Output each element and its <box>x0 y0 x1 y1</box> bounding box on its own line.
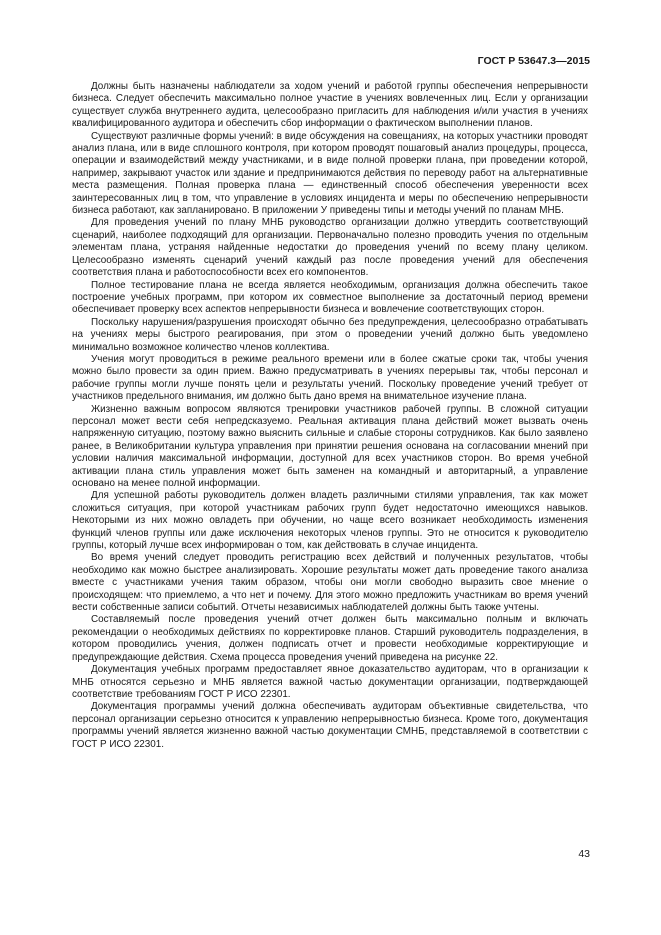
paragraph: Для проведения учений по плану МНБ руководство организации должно утвердить соответствующий сценарий, наиболее подходящий для организации. Первоначально полезно проводить учения по отдельным элементам плана, устраняя найденные недостатки до проведения учений по всему плану целиком. Целесообразно изменять сценарий учений каждый раз после проведения учений для обеспечения соответствия плана и работоспособности всех его компонентов. <box>72 217 588 279</box>
paragraph: Поскольку нарушения/разрушения происходят обычно без предупреждения, целесообразно отрабатывать на учениях меры быстрого реагирования, при этом о проведении учений должно быть уведомлено минимально возможное количество членов коллектива. <box>72 316 588 353</box>
paragraph: Жизненно важным вопросом являются тренировки участников рабочей группы. В сложной ситуации персонал может вести себя непредсказуемо. Реальная активация плана действий может вызвать очень напряженную ситуацию, поэтому важно выяснить сильные и слабые стороны сотрудников. Как было заявлено ранее, в Великобритании культура управления при принятии решения основана на согласовании мнений при условии наличия максимальной информации, доступной для всех участников сторон. Во время учебной активации плана стиль управления может быть заменен на командный и авторитарный, а управление основано на менее полной информации. <box>72 403 588 489</box>
document-id: ГОСТ Р 53647.3—2015 <box>477 55 590 67</box>
paragraph: Составляемый после проведения учений отчет должен быть максимально полным и включать рекомендации о необходимых действиях по корректировке планов. Старший руководитель подразделения, в котором проводились учения, должен подписать отчет и провести необходимые корректирующие и предупреждающие действия. Схема процесса проведения учений приведена на рисунке 22. <box>72 614 588 663</box>
paragraph: Полное тестирование плана не всегда является необходимым, организация должна обеспечить такое построение учебных программ, при котором их совместное выполнение за достаточный период времени обеспечивает проверку всех аспектов непрерывности бизнеса и вовлечение соответствующих сторон. <box>72 279 588 316</box>
paragraph: Во время учений следует проводить регистрацию всех действий и полученных результатов, чтобы необходимо как можно быстрее анализировать. Хорошие результаты может дать проведение такого анализа вместе с участниками учения таким образом, чтобы они могли свободно выразить свое мнение о происходящем: что приемлемо, а что нет и почему. Для этого можно предложить участникам во время учений вести собственные записи событий. Отчеты независимых наблюдателей должны быть также учтены. <box>72 552 588 614</box>
paragraph: Должны быть назначены наблюдатели за ходом учений и работой группы обеспечения непрерывности бизнеса. Следует обеспечить максимально полное участие в учениях вовлеченных лиц. Если у организации существует служба внутреннего аудита, целесообразно пригласить для наблюдения и/или участия в учениях квалифицированного аудитора и обеспечить сбор информации о фактическом выполнении планов. <box>72 81 588 130</box>
paragraph: Существуют различные формы учений: в виде обсуждения на совещаниях, на которых участники проводят анализ плана, или в виде сплошного контроля, при котором проводят пошаговый анализ процедуры, процесса, операции и взаимодействий между участниками, и в виде полной проверки плана, при проведении которой, например, закрывают участок или здание и предпринимаются действия по переводу работ на альтернативные места размещения. Полная проверка плана — единственный способ обеспечения уверенности всех заинтересованных лиц в том, что управление в условиях инцидента и меры по обеспечению непрерывности бизнеса работают, как запланировано. В приложении У приведены типы и методы учений по планам МНБ. <box>72 130 588 217</box>
paragraph: Документация учебных программ предоставляет явное доказательство аудиторам, что в организации к МНБ относятся серьезно и МНБ является важной частью документации организации, подтверждающей соответствие требованиям ГОСТ Р ИСО 22301. <box>72 664 588 700</box>
paragraph: Для успешной работы руководитель должен владеть различными стилями управления, так как может сложиться ситуация, при которой участникам рабочих групп будет недостаточно имеющихся навыков. Некоторыми из них можно овладеть при обучении, но чаще всего возникает необходимость изменения функций членов группы или даже исключения некоторых членов группы. Это не относится к руководителю группы, который лучше всех информирован о том, как действовать в случае инцидента. <box>72 490 588 552</box>
paragraph: Учения могут проводиться в режиме реального времени или в более сжатые сроки так, чтобы учения можно было провести за один прием. Важно предусматривать в учениях перерывы так, чтобы персонал и рабочие группы могли лучше понять цели и результаты учений. Поскольку проведение учений требует от участников предельного внимания, им должно быть дано время на внимательное изучение плана. <box>72 353 588 403</box>
page-number: 43 <box>578 848 590 860</box>
paragraph: Документация программы учений должна обеспечивать аудиторам объективные свидетельства, что персонал организации серьезно относится к управлению непрерывностью бизнеса. Кроме того, документация программы учений является жизненно важной частью документации СМНБ, представляемой в соответствии с ГОСТ Р ИСО 22301. <box>72 701 588 750</box>
document-body <box>72 81 588 751</box>
